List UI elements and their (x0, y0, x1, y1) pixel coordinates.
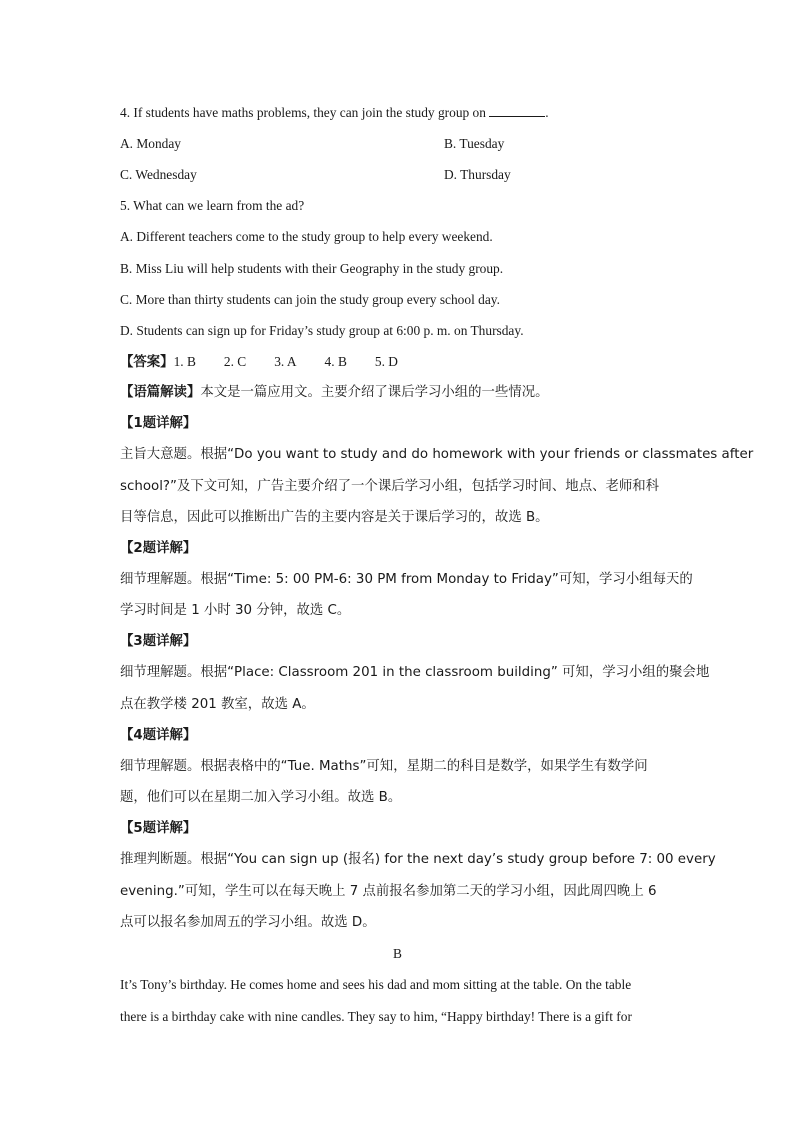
detail-5-line: 点可以报名参加周五的学习小组。故选 D。 (120, 915, 376, 930)
detail-4-heading: 【4题详解】 (120, 728, 197, 743)
answer-item: 2. C (223, 354, 247, 369)
question-5-option-b: B. Miss Liu will help students with their Geography in the study group. (120, 261, 504, 276)
interpretation-label: 【语篇解读】 (120, 385, 201, 400)
interpretation-text: 本文是一篇应用文。主要介绍了课后学习小组的一些情况。 (200, 385, 549, 400)
detail-2-line: 学习时间是 1 小时 30 分钟，故选 C。 (120, 603, 351, 618)
detail-3-heading: 【3题详解】 (120, 634, 197, 649)
question-4-option-d: D. Thursday (444, 167, 511, 182)
question-5-stem: 5. What can we learn from the ad? (120, 198, 305, 213)
question-4-stem (120, 104, 549, 122)
answer-item: 5. D (374, 354, 398, 369)
question-4-period: . (545, 105, 549, 120)
question-5-option-d: D. Students can sign up for Friday’s study group at 6:00 p. m. on Thursday. (120, 323, 524, 338)
detail-1-line: 目等信息，因此可以推断出广告的主要内容是关于课后学习的，故选 B。 (120, 510, 549, 525)
answer-item: 1. B (173, 354, 196, 369)
detail-2-heading: 【2题详解】 (120, 541, 197, 556)
answer-item: 4. B (324, 354, 347, 369)
answer-item: 3. A (274, 354, 297, 369)
detail-2-line: 细节理解题。根据“Time: 5: 00 PM-6: 30 PM from Monday to Friday”可知，学习小组每天的 (120, 572, 693, 587)
detail-5-heading: 【5题详解】 (120, 821, 197, 836)
question-5-option-a: A. Different teachers come to the study group to help every weekend. (120, 229, 493, 244)
question-4-option-c: C. Wednesday (120, 167, 197, 182)
answer-key (120, 353, 398, 372)
detail-1-line: school?”及下文可知，广告主要介绍了一个课后学习小组，包括学习时间、地点、老师和科 (120, 479, 660, 494)
detail-4-line: 题，他们可以在星期二加入学习小组。故选 B。 (120, 790, 402, 805)
detail-5-line: 推理判断题。根据“You can sign up (报名) for the next day’s study group before 7: 00 every (120, 852, 716, 867)
passage-interpretation (120, 384, 549, 402)
passage-b-line: there is a birthday cake with nine candles. They say to him, “Happy birthday! There is a gift for (120, 1009, 632, 1024)
question-4-option-b: B. Tuesday (444, 136, 505, 151)
answer-label: 【答案】 (120, 355, 174, 370)
detail-4-line: 细节理解题。根据表格中的“Tue. Maths”可知，星期二的科目是数学，如果学生有数学问 (120, 759, 648, 774)
question-4-text: 4. If students have maths problems, they can join the study group on (120, 105, 490, 120)
question-5-option-c: C. More than thirty students can join the study group every school day. (120, 292, 500, 307)
answer-blank (489, 104, 545, 117)
detail-5-line: evening.”可知，学生可以在每天晚上 7 点前报名参加第二天的学习小组，因此周四晚上 6 (120, 884, 657, 899)
question-4-option-a: A. Monday (120, 136, 181, 151)
passage-b-line: It’s Tony’s birthday. He comes home and sees his dad and mom sitting at the table. On the table (120, 977, 632, 992)
detail-1-heading: 【1题详解】 (120, 416, 197, 431)
detail-3-line: 点在教学楼 201 教室，故选 A。 (120, 697, 315, 712)
detail-3-line: 细节理解题。根据“Place: Classroom 201 in the classroom building” 可知，学习小组的聚会地 (120, 665, 710, 680)
detail-1-line: 主旨大意题。根据“Do you want to study and do homework with your friends or classmates after (120, 447, 754, 462)
section-b-title: B (393, 946, 402, 961)
